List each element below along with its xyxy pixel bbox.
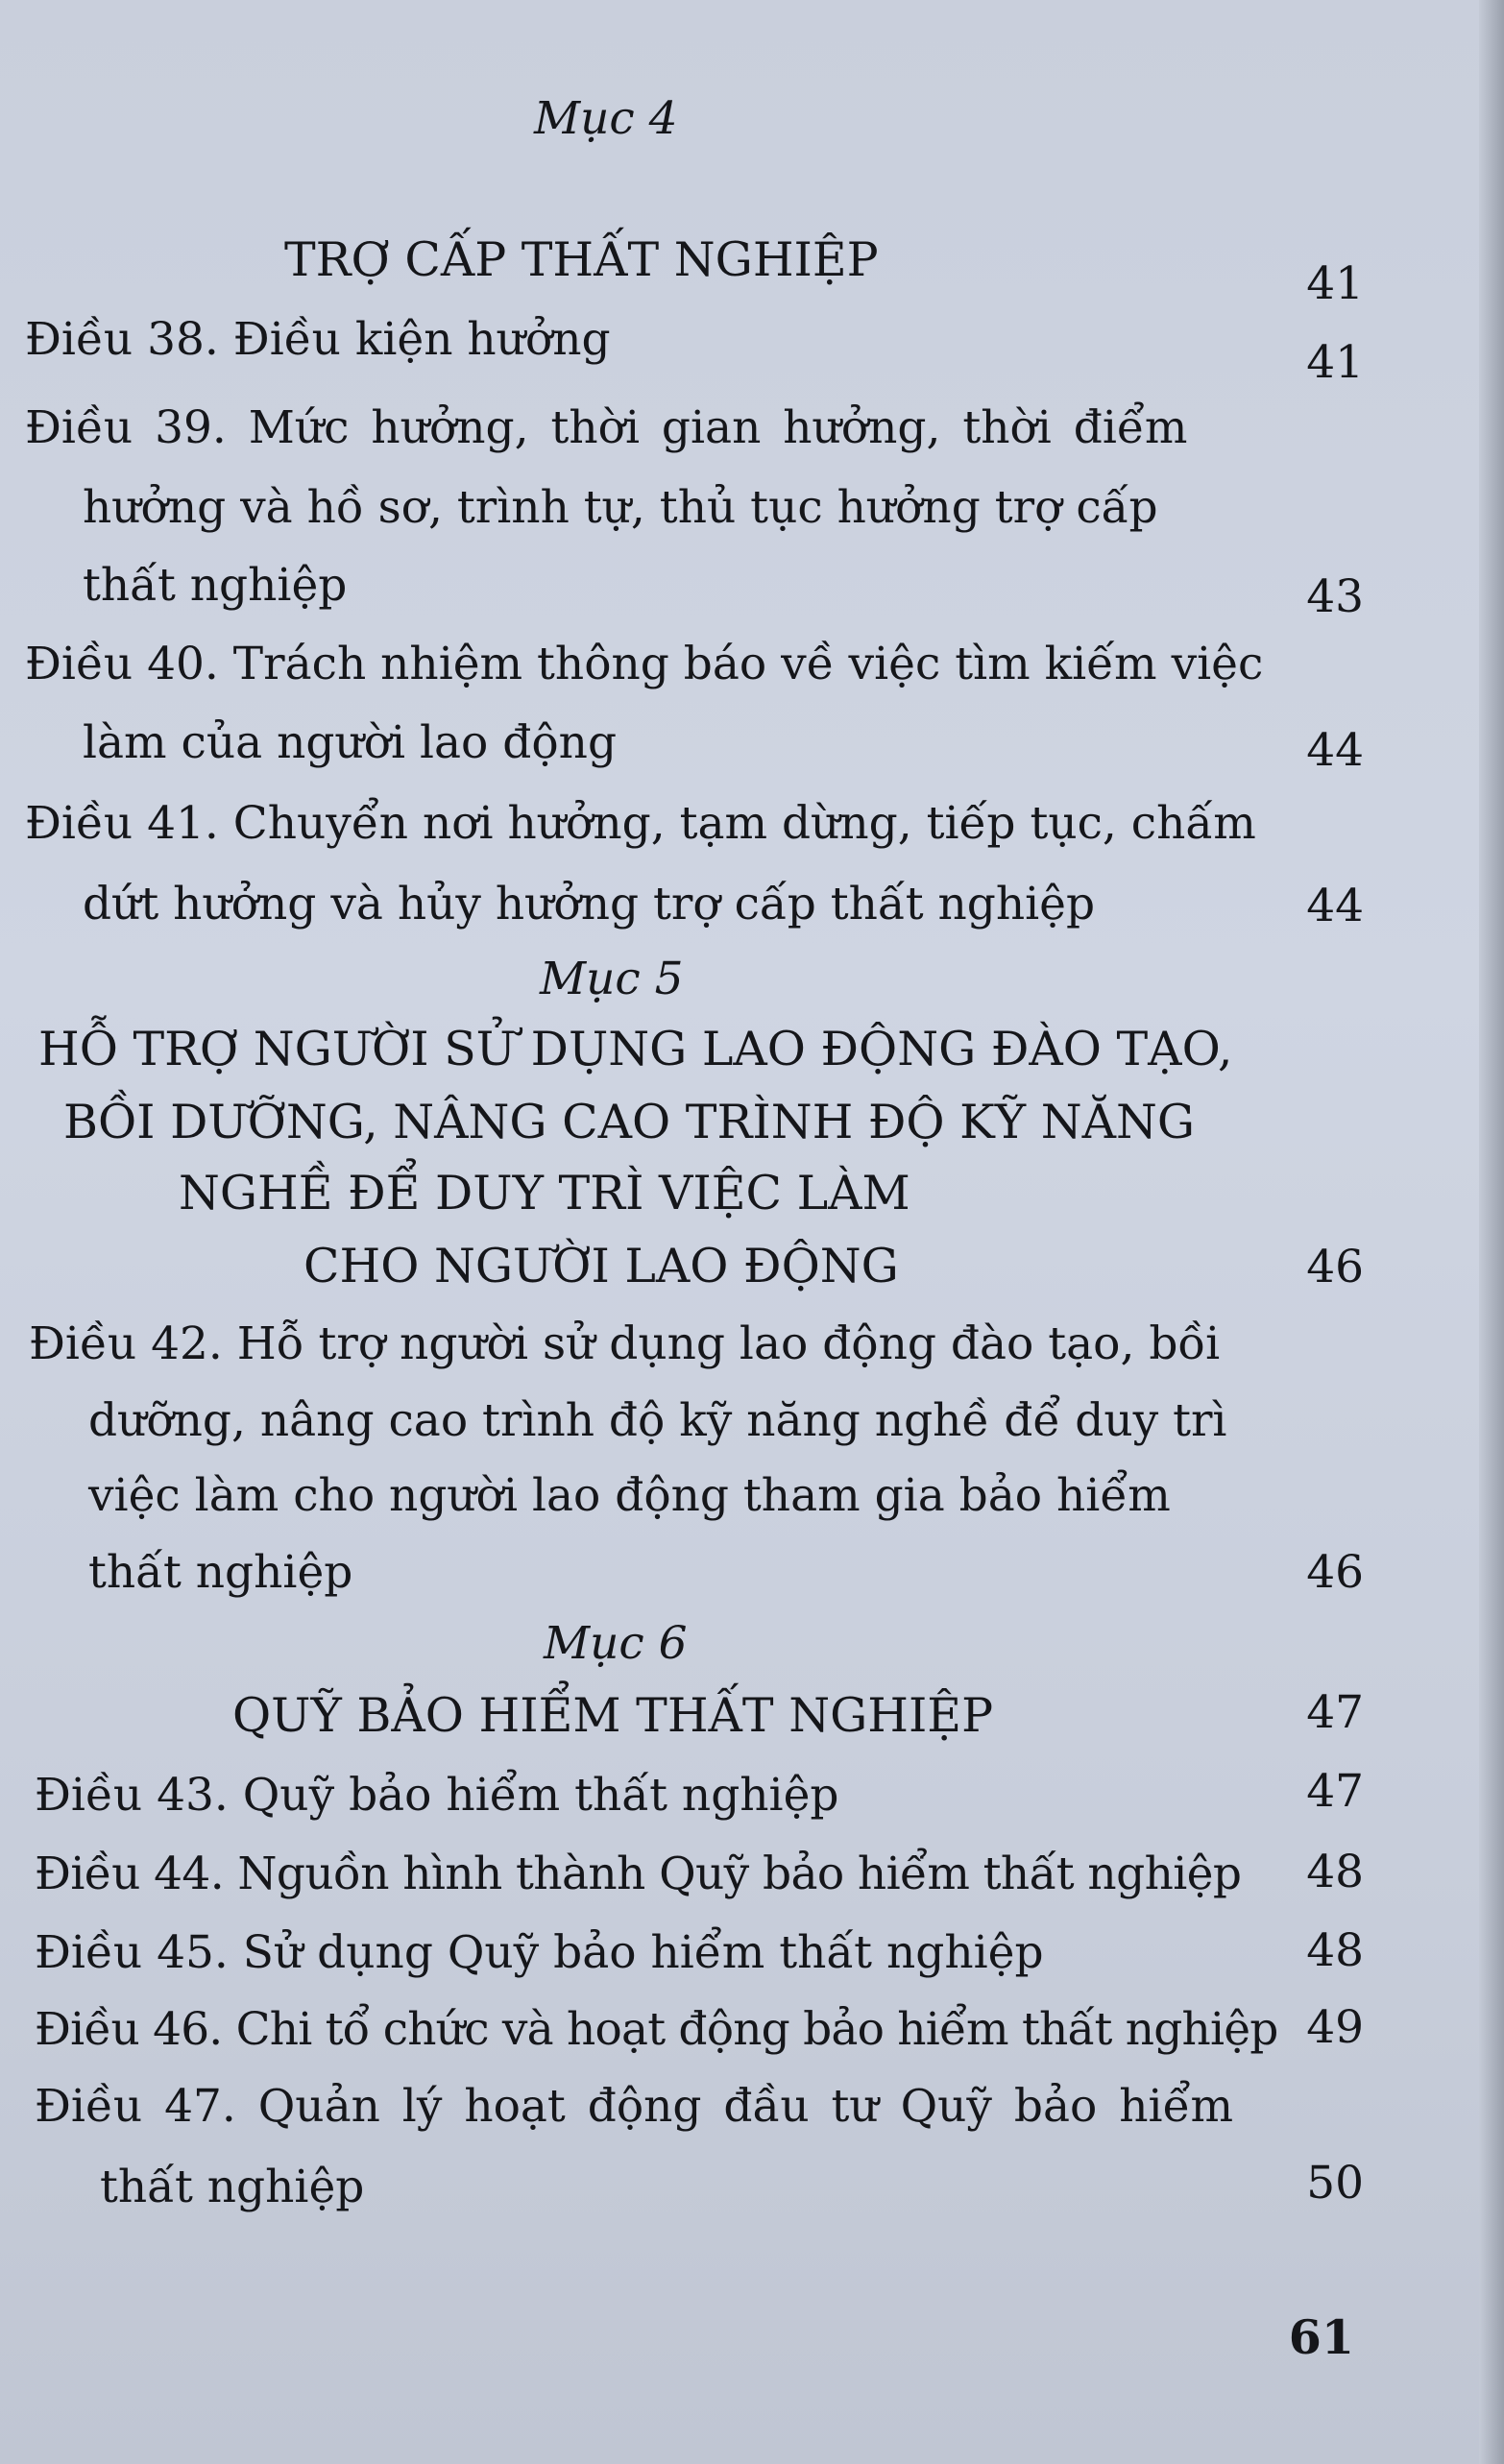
toc-entry-line: thất nghiệp — [88, 1546, 353, 1599]
page-ref: 41 — [1306, 257, 1364, 310]
toc-entry-line: Điều 42. Hỗ trợ người sử dụng lao động đào tạo, bồi — [29, 1317, 1221, 1370]
section-label: Mục 6 — [544, 1617, 688, 1670]
toc-entry-line: thất nghiệp — [100, 2161, 365, 2213]
toc-entry-line: Điều 39. Mức hưởng, thời gian hưởng, thời điểm — [25, 401, 1188, 454]
page-number: 61 — [1288, 2309, 1354, 2365]
page-ref: 50 — [1306, 2157, 1364, 2210]
page-ref: 49 — [1306, 2001, 1364, 2054]
section-heading: QUỸ BẢO HIỂM THẤT NGHIỆP — [232, 1688, 994, 1743]
page-ref: 46 — [1306, 1241, 1364, 1293]
page-ref: 48 — [1306, 1846, 1364, 1898]
page-ref: 43 — [1306, 570, 1364, 623]
section-heading: CHO NGƯỜI LAO ĐỘNG — [303, 1239, 899, 1293]
page-edge-shadow — [1479, 0, 1504, 2464]
page-ref: 48 — [1306, 1924, 1364, 1977]
toc-entry-line: Điều 43. Quỹ bảo hiểm thất nghiệp — [35, 1769, 839, 1822]
page-ref: 47 — [1306, 1686, 1364, 1739]
toc-entry-line: Điều 44. Nguồn hình thành Quỹ bảo hiểm thất nghiệp — [35, 1848, 1242, 1900]
page-ref: 41 — [1306, 336, 1364, 389]
section-label: Mục 4 — [534, 92, 678, 145]
section-heading: BỒI DƯỠNG, NÂNG CAO TRÌNH ĐỘ KỸ NĂNG — [63, 1095, 1195, 1149]
toc-entry-line: dứt hưởng và hủy hưởng trợ cấp thất nghiệp — [83, 878, 1096, 930]
toc-entry-line: việc làm cho người lao động tham gia bảo hiểm — [88, 1469, 1171, 1522]
toc-entry-line: dưỡng, nâng cao trình độ kỹ năng nghề để duy trì — [88, 1394, 1227, 1447]
section-heading: HỖ TRỢ NGƯỜI SỬ DỤNG LAO ĐỘNG ĐÀO TẠO, — [38, 1022, 1233, 1076]
page-ref: 47 — [1306, 1765, 1364, 1818]
toc-entry-line: Điều 41. Chuyển nơi hưởng, tạm dừng, tiếp tục, chấm — [25, 797, 1256, 850]
toc-entry-line: Điều 45. Sử dụng Quỹ bảo hiểm thất nghiệp — [35, 1926, 1044, 1979]
toc-entry-line: Điều 40. Trách nhiệm thông báo về việc tìm kiếm việc — [25, 638, 1264, 690]
toc-entry-line: làm của người lao động — [83, 716, 618, 769]
page-ref: 44 — [1306, 880, 1364, 932]
section-label: Mục 5 — [540, 953, 684, 1005]
toc-entry-line: thất nghiệp — [83, 559, 348, 612]
section-heading: NGHỀ ĐỂ DUY TRÌ VIỆC LÀM — [179, 1166, 910, 1220]
page-ref: 44 — [1306, 724, 1364, 777]
toc-entry-line: Điều 47. Quản lý hoạt động đầu tư Quỹ bảo hiểm — [35, 2080, 1234, 2133]
toc-entry-line: Điều 38. Điều kiện hưởng — [25, 313, 611, 366]
page-ref: 46 — [1306, 1546, 1364, 1599]
toc-entry-line: hưởng và hồ sơ, trình tự, thủ tục hưởng trợ cấp — [83, 481, 1158, 534]
toc-entry-line: Điều 46. Chi tổ chức và hoạt động bảo hiểm thất nghiệp — [35, 2003, 1278, 2056]
section-heading: TRỢ CẤP THẤT NGHIỆP — [284, 232, 879, 287]
